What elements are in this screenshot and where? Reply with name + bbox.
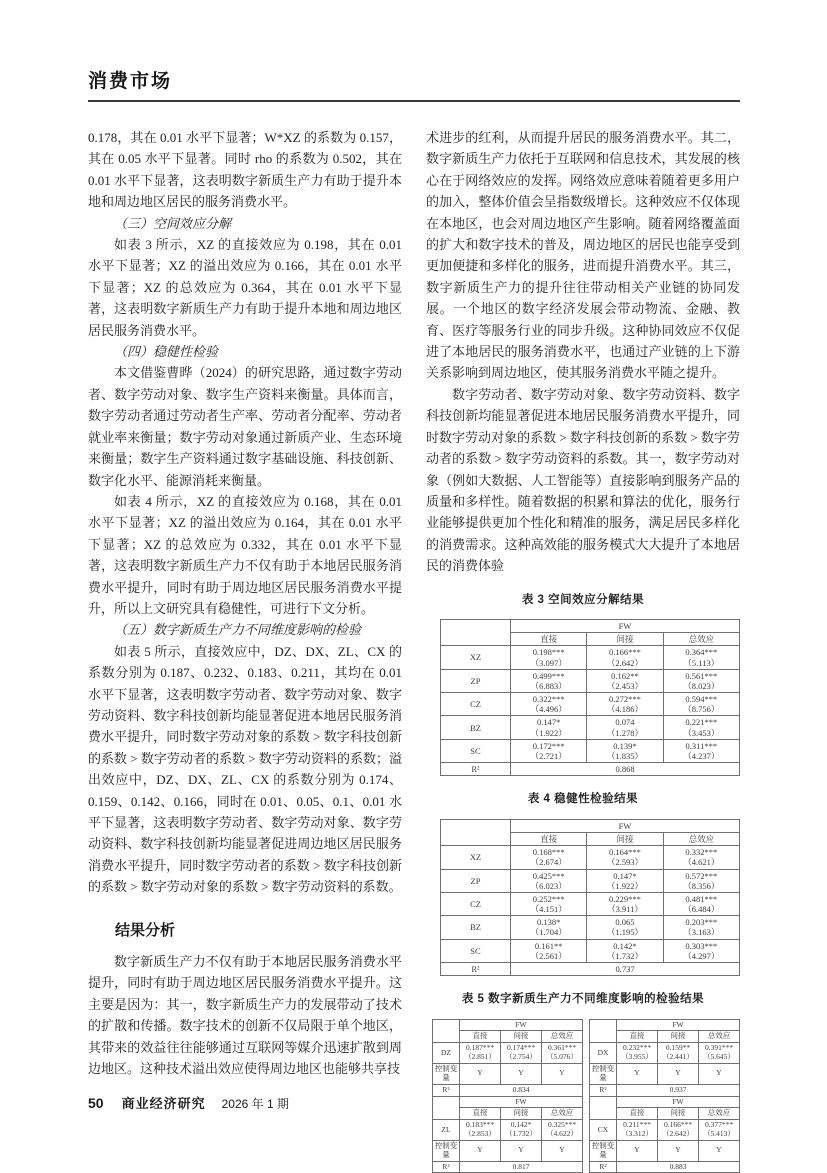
- paragraph-robustness-measures: 本文借鉴曹晔（2024）的研究思路，通过数字劳动者、数字劳动对象、数字生产资料来衡量。具体而言，数字劳动者通过劳动者生产率、劳动者分配率、劳动者就业率来衡量；数字劳动对象通过新质产业、生态环境来衡量；数字生产资料通过数字基础设施、科技创新、数字化水平、能源消耗来衡量。: [88, 365, 402, 488]
- table5-right: [589, 1019, 740, 1173]
- row-label: SC: [441, 939, 511, 962]
- stat-cell: 0.499*** （6.883）: [511, 669, 587, 692]
- controls-row: 控制变量 Y Y Y: [433, 1064, 583, 1085]
- stat-cell: 0.203*** （3.163）: [663, 916, 739, 939]
- r2-label: R²: [441, 763, 511, 776]
- row-label: CX: [590, 1120, 617, 1141]
- journal-name: 商业经济研究: [121, 1096, 206, 1111]
- col-header: 直接: [511, 832, 587, 845]
- stat-cell: 0.572*** （8.356）: [663, 869, 739, 892]
- subsection-heading-4: （四）稳健性检验: [114, 344, 219, 360]
- table4-title: 表 4 稳健性检验结果: [527, 793, 639, 806]
- issue-label: 2026 年 1 期: [221, 1097, 289, 1111]
- stat-cell: 0.229*** （3.911）: [587, 892, 663, 915]
- paragraph-table4-discussion: 如表 4 所示，XZ 的直接效应为 0.168，其在 0.01 水平下显著；XZ 的溢出效应为 0.164，其在 0.01 水平下显著；XZ 的总效应为 0.332，其在 0.01 水平下显著，这表明数字新质生产力不仅有助于本地居民服务消费水平提升，同时有助于周边地区居民服务消费水平提升，所以上文研究具有稳健性，可进行下文分析。: [88, 493, 402, 616]
- table-r2-row: [590, 1084, 740, 1096]
- stat-cell: 0.172*** （2.721）: [511, 739, 587, 762]
- table-row: [590, 1120, 740, 1141]
- stat-cell: 0.325*** （4.622）: [542, 1120, 583, 1141]
- paragraph-right-2: 数字劳动者、数字劳动对象、数字劳动资料、数字科技创新均能显著促进本地居民服务消费水平提升，同时数字劳动对象的系数 > 数字科技创新的系数 > 数字劳动者的系数 > 数字劳动资料的系数。其一，数字劳动对象（例如大数据、人工智能等）直接影响到服务产品的质量和多样性。随着数据的积累和算法的优化，服务行业能够提供更加个性化和精准的服务，满足居民多样化的消费需求。这种高效能的服务模式大大提升了本地居民的消费体验: [426, 386, 740, 574]
- stat-cell: 0.166*** （2.642）: [658, 1120, 699, 1141]
- col-header: 直接: [617, 1031, 658, 1043]
- col-header: 间接: [501, 1031, 542, 1043]
- row-label: XZ: [441, 846, 511, 869]
- table-row: [441, 716, 740, 739]
- table3: [440, 619, 740, 776]
- paragraph-right-1: 术进步的红利，从而提升居民的服务消费水平。其二，数字新质生产力依托于互联网和信息技术，其发展的核心在于网络效应的发挥。网络效应意味着随着更多用户的加入，整体价值会呈指数级增长。这种效应不仅体现在本地区，也会对周边地区产生影响。随着网络覆盖面的扩大和数字技术的普及，周边地区的居民也能享受到更加便捷和多样化的服务，进而提升消费水平。其三，数字新质生产力的提升往往带动相关产业链的协同发展。一个地区的数字经济发展会带动物流、金融、教育、医疗等服务行业的同步升级。这种协同效应不仅促进了本地居民的服务消费水平，也通过产业链的上下游关系影响到周边地区，使其服务消费水平随之提升。: [426, 130, 740, 381]
- table-row: [441, 669, 740, 692]
- r2-label: R²: [433, 1161, 460, 1173]
- table-row: [433, 1043, 583, 1064]
- r2-value: 0.883: [617, 1161, 740, 1173]
- group-header-cell: FW: [617, 1019, 740, 1031]
- col-header: 间接: [587, 633, 663, 646]
- group-header-cell: FW: [617, 1096, 740, 1108]
- table-r2-row: [441, 763, 740, 776]
- col-header: 间接: [658, 1031, 699, 1043]
- section-label: 消费市场: [88, 71, 173, 92]
- left-column: [88, 127, 402, 1173]
- controls-row: 控制变量 Y Y Y: [590, 1064, 740, 1085]
- table3-title: 表 3 空间效应分解结果: [521, 593, 645, 606]
- subsection-heading-5: （五）数字新质生产力不同维度影响的检验: [114, 622, 362, 638]
- stat-cell: 0.332*** （4.621）: [663, 846, 739, 869]
- controls-row: 控制变量 Y Y Y: [433, 1140, 583, 1161]
- table-row: [441, 739, 740, 762]
- stat-cell: 0.139* （1.835）: [587, 739, 663, 762]
- stat-cell: 0.311*** （4.237）: [663, 739, 739, 762]
- stat-cell: 0.147* （1.922）: [511, 716, 587, 739]
- table-r2-row: [433, 1161, 583, 1173]
- table4: [440, 819, 740, 976]
- stat-cell: 0.174*** （2.754）: [501, 1043, 542, 1064]
- col-header: 间接: [658, 1108, 699, 1120]
- table-row: [441, 869, 740, 892]
- table-row: [590, 1043, 740, 1064]
- row-label: ZP: [441, 669, 511, 692]
- col-header: 直接: [617, 1108, 658, 1120]
- stat-cell: 0.138* （1.704）: [511, 916, 587, 939]
- stat-cell: 0.147* （1.922）: [587, 869, 663, 892]
- stat-cell: 0.391*** （5.645）: [699, 1043, 740, 1064]
- paragraph-continuation: 0.178，其在 0.01 水平下显著；W*XZ 的系数为 0.157，其在 0.05 水平下显著。同时 rho 的系数为 0.502，其在 0.01 水平下显著，这表明数字新质生产力有助于提升本地和周边地区居民的服务消费水平。: [88, 130, 402, 210]
- table-row: [441, 939, 740, 962]
- page-header: [88, 66, 740, 102]
- paragraph-table3-discussion: 如表 3 所示，XZ 的直接效应为 0.198，其在 0.01 水平下显著；XZ 的溢出效应为 0.166，其在 0.01 水平下显著；XZ 的总效应为 0.364，其在 0.01 水平下显著，这表明数字新质生产力有助于提升本地和周边地区居民服务消费水平。: [88, 237, 402, 338]
- empty-corner-cell: [590, 1096, 617, 1120]
- stat-cell: 0.322*** （4.496）: [511, 693, 587, 716]
- table-row: [441, 846, 740, 869]
- stat-cell: 0.561*** （8.023）: [663, 669, 739, 692]
- row-label: DZ: [433, 1043, 460, 1064]
- stat-cell: 0.232*** （3.955）: [617, 1043, 658, 1064]
- row-label: SC: [441, 739, 511, 762]
- col-header: 总效应: [542, 1108, 583, 1120]
- page-footer: [88, 1093, 289, 1112]
- paragraph-results-analysis: 数字新质生产力不仅有助于本地居民服务消费水平提升，同时有助于周边地区居民服务消费水平提升。这主要是因为：其一，数字新质生产力的发展带动了技术的扩散和传播。数字技术的创新不仅局限于单个地区，其带来的效益往往能够通过互联网等媒介迅速扩散到周边地区。这种技术溢出效应使得周边地区也能够共享技: [88, 954, 402, 1077]
- controls-label: 控制变量: [590, 1064, 617, 1085]
- stat-cell: 0.065 （1.195）: [587, 916, 663, 939]
- empty-corner-cell: [433, 1019, 460, 1043]
- r2-value: 0.834: [460, 1084, 583, 1096]
- empty-corner-cell: [590, 1019, 617, 1043]
- r2-label: R²: [590, 1084, 617, 1096]
- table-row: [441, 892, 740, 915]
- row-label: ZL: [433, 1120, 460, 1141]
- controls-label: 控制变量: [433, 1140, 460, 1161]
- stat-cell: 0.142* （1.732）: [501, 1120, 542, 1141]
- row-label: ZP: [441, 869, 511, 892]
- table3-block: [426, 590, 740, 777]
- row-label: CZ: [441, 892, 511, 915]
- group-header-cell: FW: [511, 819, 740, 832]
- row-label: BZ: [441, 916, 511, 939]
- controls-label: 控制变量: [433, 1064, 460, 1085]
- stat-cell: 0.594*** （8.756）: [663, 693, 739, 716]
- stat-cell: 0.211*** （3.312）: [617, 1120, 658, 1141]
- row-label: XZ: [441, 646, 511, 669]
- r2-label: R²: [433, 1084, 460, 1096]
- subsection-heading-3: （三）空间效应分解: [114, 215, 232, 231]
- table-row: [433, 1120, 583, 1141]
- table-header-row: [441, 619, 740, 632]
- stat-cell: 0.162** （2.453）: [587, 669, 663, 692]
- col-header: 总效应: [699, 1031, 740, 1043]
- table-r2-row: [590, 1161, 740, 1173]
- stat-cell: 0.272*** （4.186）: [587, 693, 663, 716]
- table-r2-row: [433, 1084, 583, 1096]
- empty-corner-cell: [433, 1096, 460, 1120]
- group-header-cell: FW: [460, 1019, 583, 1031]
- right-column: [426, 127, 740, 1173]
- col-header: 直接: [511, 633, 587, 646]
- stat-cell: 0.074 （1.278）: [587, 716, 663, 739]
- table5-block: [426, 989, 740, 1173]
- row-label: BZ: [441, 716, 511, 739]
- section-heading-results: 结果分析: [115, 921, 176, 939]
- controls-label: 控制变量: [590, 1140, 617, 1161]
- col-header: 直接: [460, 1108, 501, 1120]
- stat-cell: 0.303*** （4.297）: [663, 939, 739, 962]
- stat-cell: 0.221*** （3.453）: [663, 716, 739, 739]
- table5-left: [432, 1019, 583, 1173]
- stat-cell: 0.159** （2.441）: [658, 1043, 699, 1064]
- two-column-layout: [88, 127, 740, 1173]
- table5-title: 表 5 数字新质生产力不同维度影响的检验结果: [461, 993, 705, 1006]
- stat-cell: 0.377*** （5.413）: [699, 1120, 740, 1141]
- table-row: [441, 916, 740, 939]
- empty-corner-cell: [441, 819, 511, 845]
- col-header: 总效应: [663, 633, 739, 646]
- page-number: 50: [88, 1095, 104, 1111]
- table4-block: [426, 789, 740, 976]
- empty-corner-cell: [441, 619, 511, 645]
- r2-value: 0.868: [511, 763, 740, 776]
- header-rule: [88, 100, 740, 102]
- r2-label: R²: [441, 963, 511, 976]
- col-header: 总效应: [699, 1108, 740, 1120]
- r2-label: R²: [590, 1161, 617, 1173]
- stat-cell: 0.161** （2.561）: [511, 939, 587, 962]
- stat-cell: 0.198*** （3.097）: [511, 646, 587, 669]
- row-label: CZ: [441, 693, 511, 716]
- r2-value: 0.937: [617, 1084, 740, 1096]
- stat-cell: 0.142* （1.732）: [587, 939, 663, 962]
- col-header: 总效应: [542, 1031, 583, 1043]
- stat-cell: 0.364*** （5.113）: [663, 646, 739, 669]
- stat-cell: 0.164*** （2.593）: [587, 846, 663, 869]
- r2-value: 0.817: [460, 1161, 583, 1173]
- table5: [426, 1019, 740, 1173]
- paragraph-table5-discussion: 如表 5 所示，直接效应中，DZ、DX、ZL、CX 的系数分别为 0.187、0.232、0.183、0.211，其均在 0.01 水平下显著，这表明数字劳动者、数字劳动对象、数字劳动资料、数字科技创新均能显著促进本地居民服务消费水平提升，同时数字劳动对象的系数 > 数字科技创新的系数 > 数字劳动者的系数 > 数字劳动资料的系数；溢出效应中，DZ、DX、ZL、CX 的系数分别为 0.174、0.159、0.142、0.166，同时在 0.01、0.05、0.1、0.01 水平下显著，这表明数字劳动者、数字劳动对象、数字劳动资料、数字科技创新均能显著促进周边地区居民服务消费水平提升，同时数字劳动者的系数 > 数字科技创新的系数 > 数字劳动对象的系数 > 数字劳动资料的系数。: [88, 643, 402, 895]
- stat-cell: 0.187*** （2.851）: [460, 1043, 501, 1064]
- col-header: 间接: [587, 832, 663, 845]
- col-header: 直接: [460, 1031, 501, 1043]
- col-header: 总效应: [663, 832, 739, 845]
- table-header-row: [441, 819, 740, 832]
- r2-value: 0.737: [511, 963, 740, 976]
- group-header-cell: FW: [460, 1096, 583, 1108]
- group-header-cell: FW: [511, 619, 740, 632]
- row-label: DX: [590, 1043, 617, 1064]
- table-r2-row: [441, 963, 740, 976]
- stat-cell: 0.168*** （2.674）: [511, 846, 587, 869]
- stat-cell: 0.425*** （6.023）: [511, 869, 587, 892]
- col-header: 间接: [501, 1108, 542, 1120]
- controls-row: 控制变量 Y Y Y: [590, 1140, 740, 1161]
- stat-cell: 0.481*** （6.484）: [663, 892, 739, 915]
- stat-cell: 0.183*** （2.853）: [460, 1120, 501, 1141]
- stat-cell: 0.252*** （4.151）: [511, 892, 587, 915]
- table-row: [441, 646, 740, 669]
- stat-cell: 0.166*** （2.642）: [587, 646, 663, 669]
- stat-cell: 0.361*** （5.076）: [542, 1043, 583, 1064]
- table-row: [441, 693, 740, 716]
